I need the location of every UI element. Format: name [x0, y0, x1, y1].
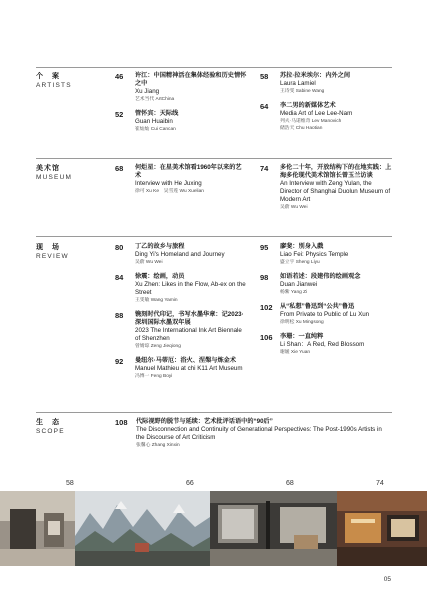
page-ref: 64 [260, 102, 269, 111]
entry-title-cn: 苏拉·拉米埃尔：内外之间 [280, 72, 351, 79]
page-ref: 74 [260, 164, 269, 173]
section-label-cn: 个 案 [36, 73, 60, 80]
entry-title-en: The Disconnection and Continuity of Generational Perspectives: The Post-1990s Artists in the Discourse of Art Criticism [136, 426, 382, 441]
toc-entry[interactable] [115, 164, 247, 195]
divider [36, 236, 392, 237]
entry-title-en: An Interview with Zeng Yulan, the Director of Shanghai Duolun Museum of Modern Art [280, 180, 391, 203]
page-ref: 46 [115, 72, 124, 81]
entry-title-en: Li Shan：A Red, Red Blossom [280, 341, 365, 348]
page-ref: 58 [260, 72, 269, 81]
toc-entry[interactable] [260, 72, 392, 95]
entry-title-cn: 丁乙的故乡与旅程 [135, 243, 185, 250]
column-left [115, 243, 247, 387]
column-wide [115, 418, 392, 456]
entry-credit: 曾婧琼 Zeng Jieqiong [135, 344, 181, 349]
entry-title-cn: 许江：中国精神活在集体经验和历史情怀之中 [135, 72, 247, 87]
strip-page-ref: 68 [286, 480, 294, 487]
section-label [36, 72, 98, 90]
section-scope [36, 418, 392, 476]
section-museum [36, 164, 392, 234]
entry-credit: 徐可 Xu Ke 吴雪莲 Wu Xuelian [135, 189, 204, 194]
toc-entry[interactable] [115, 418, 392, 449]
entry-title-cn: 徐震：绘画，动员 [135, 273, 185, 280]
entry-title-en: Media Art of Lee Lee-Nam [280, 110, 353, 117]
entry-title-en: Xu Jiang [135, 88, 160, 95]
page-ref: 80 [115, 243, 124, 252]
photo-strip [0, 491, 427, 566]
strip-page-ref: 74 [376, 480, 384, 487]
entry-title-en: Manuel Mathieu at chi K11 Art Museum [135, 365, 243, 372]
page-ref: 52 [115, 110, 124, 119]
section-label [36, 243, 98, 261]
page-number: 05 [383, 576, 391, 583]
entry-title-en: 2023 The International Ink Art Biennale of Shenzhen [135, 327, 242, 342]
section-label-en: SCOPE [36, 428, 65, 435]
entry-title-cn: 从“私想”鲁迅到“公共”鲁迅 [280, 303, 355, 310]
photo-installation-room[interactable] [0, 491, 75, 566]
entry-credit: 崔灿灿 Cui Cancan [135, 127, 176, 132]
entry-credit: 冯博一 Feng Boyi [135, 374, 173, 379]
strip-page-ref: 58 [66, 480, 74, 487]
page-ref: 88 [115, 311, 124, 320]
column-right [260, 164, 392, 218]
photo-landscape-painting[interactable] [75, 491, 210, 566]
entry-credit: 艺术当代 ArtChina [135, 97, 175, 102]
toc-entry[interactable] [260, 333, 392, 356]
entry-title-cn: 廖斐：別身入戲 [280, 243, 324, 250]
entry-title-en: Interview with He Juxing [135, 180, 202, 187]
section-label [36, 418, 98, 436]
entry-title-cn: 管怀宾：天际线 [135, 110, 179, 117]
strip-page-ref: 66 [186, 480, 194, 487]
entry-title-en: Guan Huaibin [135, 118, 173, 125]
page-ref: 98 [260, 273, 269, 282]
page-ref: 108 [115, 418, 128, 427]
entry-title-en: Xu Zhen: Likes in the Flow, Ab-ex on the Street [135, 281, 246, 296]
page-ref: 106 [260, 333, 273, 342]
divider [36, 412, 392, 413]
column-right [260, 72, 392, 139]
section-label-en: REVIEW [36, 253, 69, 260]
entry-credit: 吴蔚 Wu Wei [135, 260, 163, 265]
entry-title-cn: 李二男的新媒体艺术 [280, 102, 336, 109]
entry-credit: 杨紫 Yang Zi [280, 290, 308, 295]
page-ref: 95 [260, 243, 269, 252]
entry-credit: 王诗雯 Sabine Wang [280, 89, 325, 94]
section-label-en: MUSEUM [36, 174, 73, 181]
toc-entry[interactable] [115, 311, 247, 350]
photo-gallery-hall[interactable] [210, 491, 337, 566]
toc-entry[interactable] [115, 357, 247, 380]
entry-credit: 盛立宇 Sheng Liyu [280, 260, 320, 265]
entry-title-cn: 多伦二十年，开放结构下的在地实践：上海多伦现代美术馆馆长曾玉兰访谈 [280, 164, 392, 179]
column-left [115, 164, 247, 202]
toc-entry[interactable] [115, 72, 247, 103]
entry-title-en: From Private to Public of Lu Xun [280, 311, 370, 318]
entry-title-cn: 如语若述：段建伟的绘画观念 [280, 273, 361, 280]
section-artists [36, 72, 392, 154]
entry-credit: 徐明松 Xu Mingsong [280, 320, 324, 325]
section-label-cn: 现 场 [36, 244, 60, 251]
toc-entry[interactable] [115, 243, 247, 266]
entry-title-cn: 李珊：一直纯粹 [280, 333, 324, 340]
page-ref: 84 [115, 273, 124, 282]
entry-title-cn: 镌刻时代印记，书写水墨华章：记2023·深圳国际水墨双年展 [135, 311, 244, 326]
toc-entry[interactable] [260, 303, 392, 326]
section-label-en: ARTISTS [36, 82, 72, 89]
entry-title-en: Duan Jianwei [280, 281, 318, 288]
entry-title-en: Liao Fei: Physics Temple [280, 251, 349, 258]
section-label [36, 164, 98, 182]
entry-credit: 谢媛 Xie Yuan [280, 350, 311, 355]
section-label-cn: 美术馆 [36, 165, 60, 172]
entry-title-cn: 曼纽尔·马蒂厄：浴火、涅槃与炼金术 [135, 357, 237, 364]
toc-entry[interactable] [115, 273, 247, 304]
divider [36, 158, 392, 159]
page-ref: 68 [115, 164, 124, 173]
page-ref: 102 [260, 303, 273, 312]
entry-credit: 张馨心 Zhang Xinxin [136, 443, 180, 448]
entry-title-en: Laura Lamiel [280, 80, 316, 87]
photo-exhibition-vitrine[interactable] [337, 491, 427, 566]
column-right [260, 243, 392, 363]
toc-entry[interactable] [260, 102, 392, 132]
entry-title-cn: 代际视野的脱节与延续：艺术批评话语中的“90后” [136, 418, 273, 425]
toc-entry[interactable] [260, 164, 392, 211]
toc-entry[interactable] [115, 110, 247, 133]
toc-entry[interactable] [260, 243, 392, 266]
entry-title-en: Ding Yi's Homeland and Journey [135, 251, 225, 258]
toc-entry[interactable] [260, 273, 392, 296]
divider [36, 67, 392, 68]
entry-credit: 列夫·马诺维奇 Lev Manovich 储浩天 Chu Haotian [280, 119, 342, 131]
column-left [115, 72, 247, 140]
section-label-cn: 生 态 [36, 419, 60, 426]
entry-credit: 吴蔚 Wu Wei [280, 205, 308, 210]
section-review [36, 243, 392, 408]
entry-credit: 王雯敏 Wang Yamin [135, 298, 178, 303]
entry-title-cn: 何炬星：在星美术馆看1960年以来的艺术 [135, 164, 242, 179]
page-ref: 92 [115, 357, 124, 366]
